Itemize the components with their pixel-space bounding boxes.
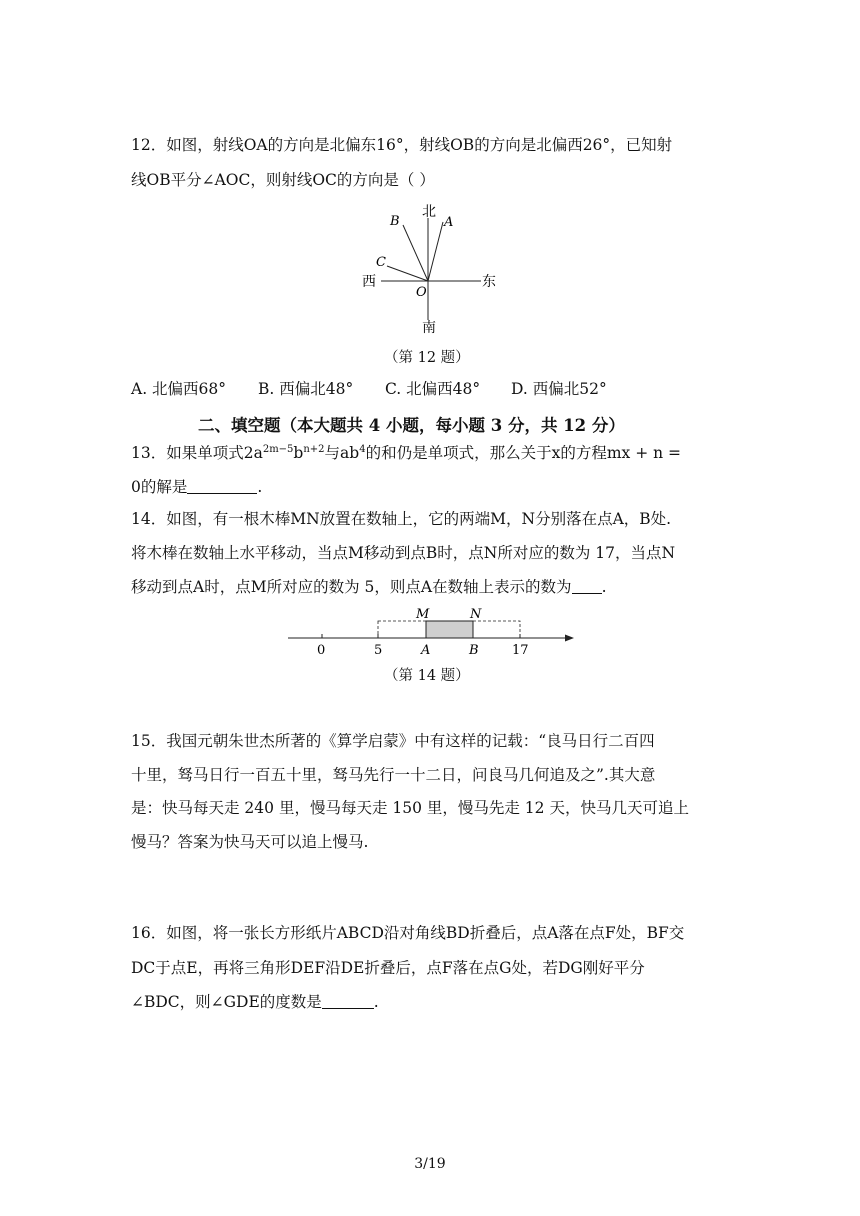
q14-line-3: 移动到点A时，点M所对应的数为 5，则点A在数轴上表示的数为 . xyxy=(131,578,607,596)
q14-line-2: 将木棒在数轴上水平移动，当点M移动到点B时，点N所对应的数为 17，当点N xyxy=(131,544,676,562)
q16-line-3: ∠BDC，则∠GDE的度数是 . xyxy=(131,993,379,1011)
point-c-label: C xyxy=(376,255,386,270)
q12-option-c[interactable]: C. 北偏西48° xyxy=(385,380,481,398)
q13-line-2: 0的解是 . xyxy=(131,478,263,496)
q15-line-2: 十里，驽马日行一百五十里，驽马先行一十二日，问良马几何追及之”.其大意 xyxy=(131,766,656,784)
q13-text-a: 13．如果单项式2a xyxy=(131,444,263,462)
south-label: 南 xyxy=(422,320,436,336)
q16-answer-blank[interactable] xyxy=(322,994,374,1009)
point-a-label: A xyxy=(421,643,431,658)
q15-line-4: 慢马？答案为快马天可以追上慢马. xyxy=(131,833,369,851)
tick-17-label: 17 xyxy=(512,643,529,658)
q16-line-2: DC于点E，再将三角形DEF沿DE折叠后，点F落在点G处，若DG刚好平分 xyxy=(131,959,645,977)
tick-0-label: 0 xyxy=(317,643,326,658)
q13-exp-1: 2m−5 xyxy=(262,444,294,455)
point-b-label: B xyxy=(390,214,400,229)
q13-line-1 xyxy=(131,442,681,464)
point-o-label: O xyxy=(416,285,427,300)
q13-text-d: 的和仍是单项式，那么关于x的方程mx + n = xyxy=(365,444,682,462)
q14-number-line-figure xyxy=(284,604,580,660)
point-b-label: B xyxy=(469,643,479,658)
end-n-label: N xyxy=(470,607,482,622)
q15-line-3: 是：快马每天走 240 里，慢马每天走 150 里，慢马先走 12 天，快马几天可追上 xyxy=(131,799,689,817)
point-a-label: A xyxy=(444,215,454,230)
q15-line-1: 15．我国元朝朱世杰所著的《算学启蒙》中有这样的记载：“良马日行二百四 xyxy=(131,732,655,750)
q14-answer-blank[interactable] xyxy=(572,579,602,594)
q12-option-b[interactable]: B. 西偏北48° xyxy=(258,380,354,398)
west-label: 西 xyxy=(362,274,376,290)
north-label: 北 xyxy=(422,204,436,220)
q12-line-2: 线OB平分∠AOC，则射线OC的方向是（ ） xyxy=(131,171,435,189)
q13-text-b: b xyxy=(293,444,304,462)
page-number: 3/19 xyxy=(414,1156,446,1172)
q12-option-d[interactable]: D. 西偏北52° xyxy=(511,380,607,398)
q16-line-1: 16．如图，将一张长方形纸片ABCD沿对角线BD折叠后，点A落在点F处，BF交 xyxy=(131,924,685,942)
q12-compass-figure xyxy=(356,198,506,338)
q13-text-c: 与ab xyxy=(324,444,360,462)
q12-option-a[interactable]: A. 北偏西68° xyxy=(131,380,227,398)
q12-line-1: 12．如图，射线OA的方向是北偏东16°，射线OB的方向是北偏西26°，已知射 xyxy=(131,136,673,154)
east-label: 东 xyxy=(482,274,496,290)
q13-exp-3: 4 xyxy=(359,444,366,455)
section-2-heading: 二、填空题（本大题共 4 小题，每小题 3 分，共 12 分） xyxy=(198,416,625,435)
q13-exp-2: n+2 xyxy=(303,444,325,455)
q14-line-1: 14．如图，有一根木棒MN放置在数轴上，它的两端M，N分别落在点A，B处. xyxy=(131,510,672,528)
q12-caption: （第 12 题） xyxy=(384,350,470,366)
end-m-label: M xyxy=(416,607,430,622)
tick-5-label: 5 xyxy=(374,643,383,658)
q13-answer-blank[interactable] xyxy=(187,479,257,494)
q14-caption: （第 14 题） xyxy=(384,668,470,684)
